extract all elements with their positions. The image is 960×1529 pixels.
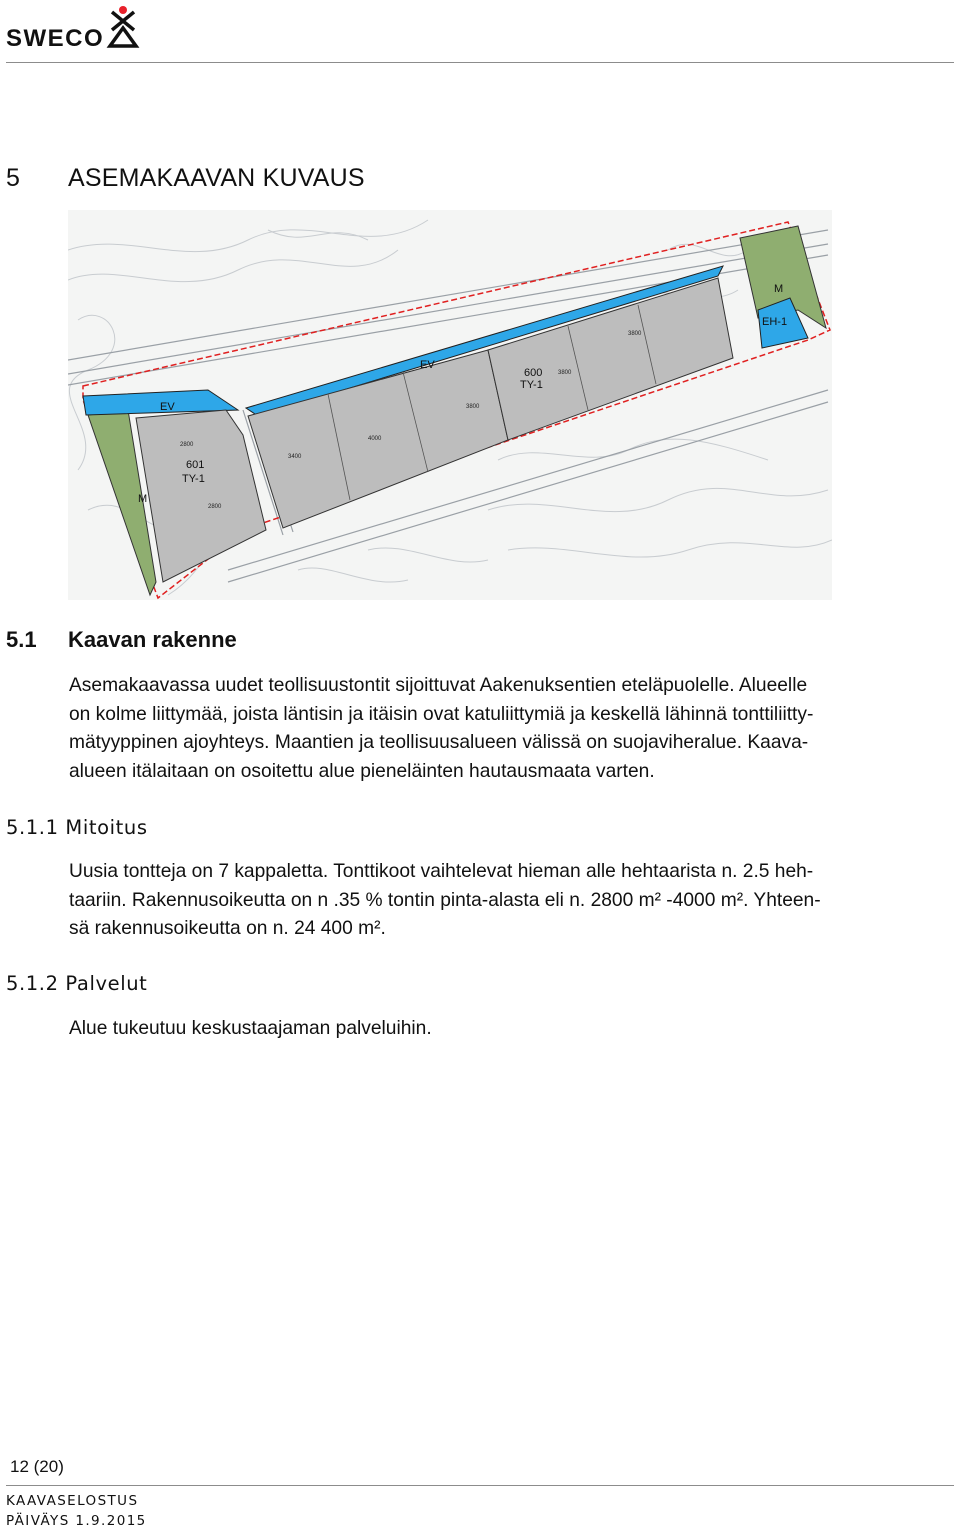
- paragraph-mitoitus: [69, 858, 931, 944]
- heading-palvelut: 5.1.2 Palvelut: [6, 972, 148, 995]
- paragraph-line: Uusia tontteja on 7 kappaletta. Tonttikoot vaihtelevat hieman alle hehtaarista n. 2.5 heh-: [69, 861, 814, 882]
- paragraph-line: mätyyppinen ajoyhteys. Maantien ja teollisuusalueen välissä on suojaviheralue. Kaava-: [69, 732, 809, 753]
- section-number: 5: [6, 164, 21, 192]
- heading-mitoitus: 5.1.1 Mitoitus: [6, 816, 148, 839]
- paragraph-line: taariin. Rakennusoikeutta on n .35 % tontin pinta-alasta eli n. 2800 m² -4000 m². Yhteen-: [69, 889, 821, 911]
- paragraph-line: Asemakaavassa uudet teollisuustontit sijoittuvat Aakenuksentien eteläpuolelle. Alueelle: [69, 675, 808, 696]
- logo-dot-icon: [119, 6, 127, 14]
- footer-rule: [6, 1485, 954, 1486]
- label-block-600: 600: [524, 367, 543, 379]
- logo-text: SWECO: [6, 25, 105, 50]
- page-number: 12 (20): [10, 1457, 64, 1476]
- paragraph-palvelut: [69, 1015, 931, 1044]
- label-2800b: 2800: [180, 442, 194, 448]
- label-ty-601: TY-1: [182, 473, 205, 485]
- header-rule: [6, 62, 954, 63]
- sweco-logo: [6, 4, 146, 50]
- paragraph-line: alueen itälaitaan on osoitettu alue pieneläinten hautausmaata varten.: [69, 760, 655, 782]
- paragraph-line: Alue tukeutuu keskustaajaman palveluihin.: [69, 1018, 432, 1039]
- label-block-601: 601: [186, 459, 205, 471]
- label-m-right: M: [774, 283, 784, 295]
- label-2800: 2800: [208, 504, 222, 510]
- section-heading: [6, 164, 365, 193]
- label-3400: 3400: [288, 454, 302, 460]
- footer-date: PÄIVÄYS 1.9.2015: [6, 1513, 147, 1529]
- label-eh: EH-1: [762, 316, 788, 328]
- label-ev-left: EV: [160, 401, 175, 413]
- section-title: ASEMAKAAVAN KUVAUS: [68, 164, 365, 192]
- label-3800: 3800: [466, 404, 480, 410]
- paragraph-line: on kolme liittymää, joista läntisin ja itäisin ovat katuliittymiä ja keskellä lähinnä tonttiliitty-: [69, 703, 814, 725]
- paragraph-line: sä rakennusoikeutta on n. 24 400 m².: [69, 918, 386, 939]
- subsection-title: Kaavan rakenne: [68, 627, 237, 652]
- label-3800b: 3800: [558, 370, 572, 376]
- label-ty-600: TY-1: [520, 379, 543, 391]
- label-ev-right: EV: [420, 359, 435, 371]
- label-m-left: M: [138, 493, 148, 505]
- footer-doc-type: KAAVASELOSTUS: [6, 1493, 139, 1509]
- logo-mark-icon: [110, 12, 136, 46]
- label-4000: 4000: [368, 436, 382, 442]
- zoning-map: [68, 210, 832, 600]
- subsection-heading: [6, 627, 237, 653]
- subsection-number: 5.1: [6, 627, 37, 652]
- paragraph-structure: [69, 672, 931, 786]
- label-3800c: 3800: [628, 331, 642, 337]
